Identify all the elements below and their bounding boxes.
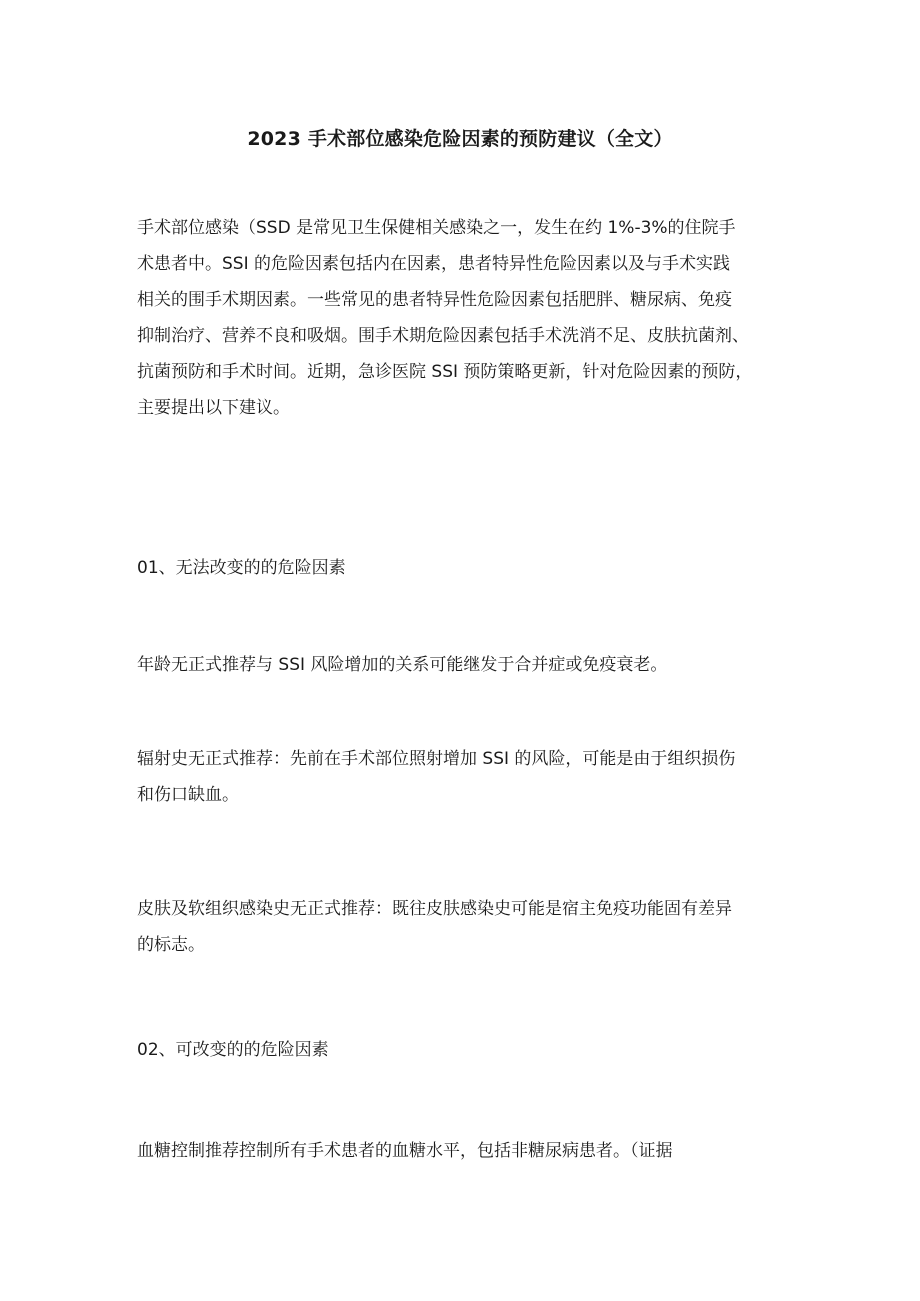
intro-line: 主要提出以下建议。 — [137, 398, 290, 418]
glucose-paragraph — [137, 1133, 787, 1169]
intro-line: 手术部位感染（SSD 是常见卫生保健相关感染之一，发生在约 1%-3%的住院手 — [137, 218, 736, 238]
skin-infection-paragraph — [137, 891, 787, 963]
age-line: 年龄无正式推荐与 SSI 风险增加的关系可能继发于合并症或免疫衰老。 — [137, 655, 668, 675]
glucose-line: 血糖控制推荐控制所有手术患者的血糖水平，包括非糖尿病患者。（证据 — [137, 1141, 673, 1161]
skin-infection-line: 的标志。 — [137, 935, 205, 955]
section-heading-unmodifiable: 01、无法改变的的危险因素 — [137, 558, 346, 578]
skin-infection-line: 皮肤及软组织感染史无正式推荐：既往皮肤感染史可能是宿主免疫功能固有差异 — [137, 899, 732, 919]
intro-paragraph — [137, 210, 787, 426]
intro-line: 术患者中。SSI 的危险因素包括内在因素，患者特异性危险因素以及与手术实践 — [137, 254, 730, 274]
section-heading-modifiable: 02、可改变的的危险因素 — [137, 1040, 329, 1060]
intro-line: 相关的围手术期因素。一些常见的患者特异性危险因素包括肥胖、糖尿病、免疫 — [137, 290, 732, 310]
radiation-line: 和伤口缺血。 — [137, 785, 239, 805]
intro-line: 抑制治疗、营养不良和吸烟。围手术期危险因素包括手术洗消不足、皮肤抗菌剂、 — [137, 326, 749, 346]
radiation-paragraph — [137, 741, 787, 813]
radiation-line: 辐射史无正式推荐：先前在手术部位照射增加 SSI 的风险，可能是由于组织损伤 — [137, 749, 736, 769]
document-title: 2023 手术部位感染危险因素的预防建议（全文） — [247, 128, 673, 150]
age-paragraph — [137, 647, 787, 683]
intro-line: 抗菌预防和手术时间。近期，急诊医院 SSI 预防策略更新，针对危险因素的预防， — [137, 362, 753, 382]
